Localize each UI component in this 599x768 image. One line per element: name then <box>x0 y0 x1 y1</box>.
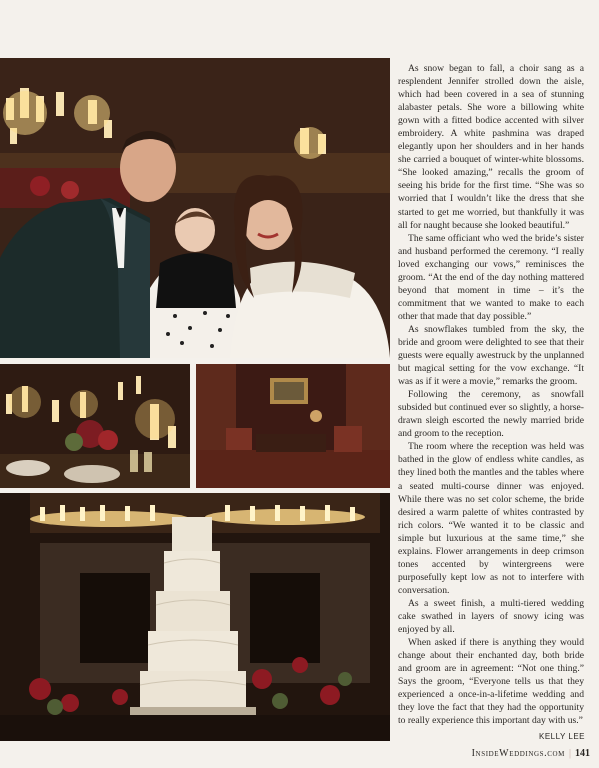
article-paragraph: Following the ceremony, as snowfall subsided but continued ever so slightly, a horse-drawn sleigh escorted the newly married bride and groom to the reception. <box>398 389 584 440</box>
article-paragraph: When asked if there is anything they would change about their enchanted day, both bride and groom are in agreement: “Not one thing.” Says the groom, “Everyone tells us that they experienced a once-in-a-lifetime wedding and they love the fact that they had the opportunity to really experience this important day with us.” <box>398 637 584 727</box>
footer-divider: | <box>568 748 571 759</box>
wedding-cake-photo <box>0 493 390 741</box>
article-paragraph: The same officiant who wed the bride’s sister and husband performed the ceremony. “I really loved exchanging our vows,” reminisces the groom. “At the end of the day nothing mattered beyond that moment in time – it’s the commitment that we wanted to make to each other that made that day possible.” <box>398 232 584 322</box>
article-body <box>398 62 584 727</box>
page-footer <box>440 748 590 759</box>
article-paragraph: As snow began to fall, a choir sang as a resplendent Jennifer strolled down the aisle, which had been covered in a sea of stunning alabaster petals. She wore a billowing white gown with a fitted bodice accented with silver embroidery. A white pashmina was draped elegantly upon her shoulders and in her hands she carried a bouquet of winter-white blossoms. “She looked amazing,” recalls the groom of seeing his bride for the first time. “She was so worried that I wouldn’t like the dress that she started to get me worried, but thankfully it was all for naught because she looked beautiful.” <box>398 63 584 231</box>
author-byline: KELLY LEE <box>539 732 586 741</box>
article-paragraph: As a sweet finish, a multi-tiered wedding cake swathed in layers of snowy icing was enjoyed by all. <box>398 597 584 636</box>
reception-table-photo <box>0 364 190 488</box>
page-number: 141 <box>575 748 590 759</box>
reception-lounge-photo <box>196 364 390 488</box>
couple-with-baby-photo <box>0 58 390 358</box>
website-name: InsideWeddings.com <box>471 748 565 759</box>
article-paragraph: As snowflakes tumbled from the sky, the bride and groom were delighted to see that their guests were equally awestruck by the unplanned but magical setting for the vow exchange. “It was as if it were a movie,” remarks the groom. <box>398 323 584 388</box>
article-paragraph: The room where the reception was held was bathed in the glow of endless white candles, as they lined both the mantles and the tables where a seated multi-course dinner was enjoyed. While there was no set color scheme, the bride desired a warm palette of whites contrasted by rich colors. “We wanted it to be classic and simple but luxurious at the same time,” she explains. Flower arrangements in deep crimson tones accented by wintergreens were purposefully kept low as not to interfere with conversation. <box>398 441 584 596</box>
